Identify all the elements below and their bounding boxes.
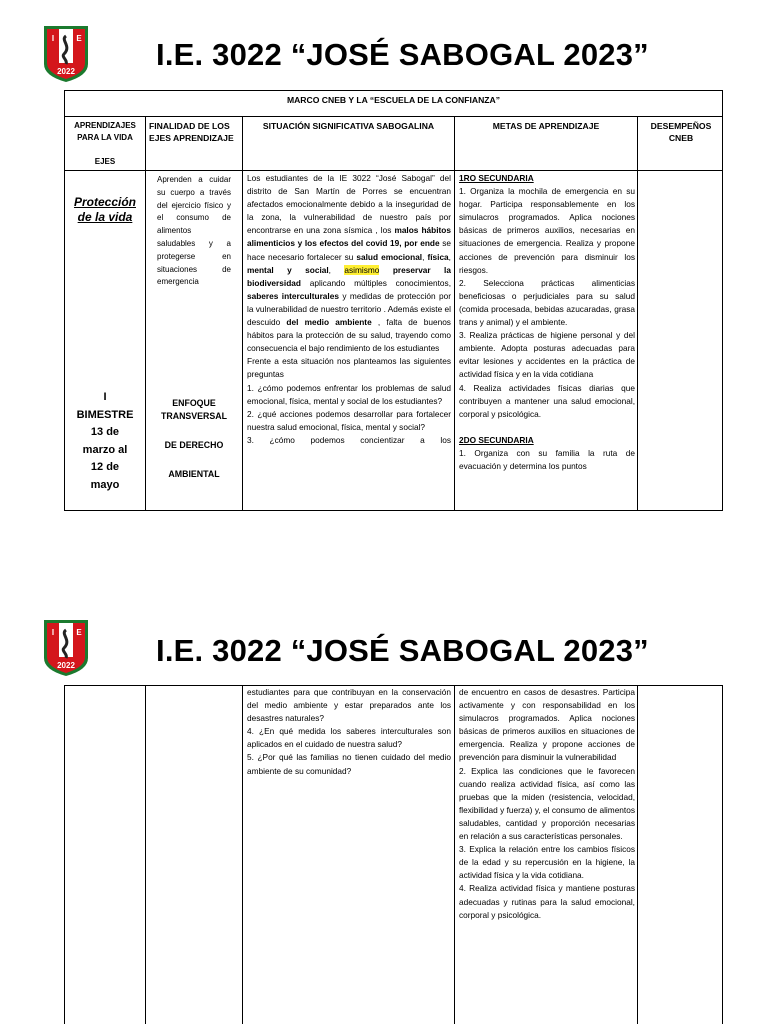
metas-continued	[459, 686, 635, 922]
situacion-intro: Frente a esta situación nos planteamos las siguientes preguntas	[247, 356, 451, 380]
finalidad-text: Aprenden a cuidar su cuerpo a través del ejercicio físico y el consumo de alimentos saludables y a protegerse en situaciones de emergencia	[157, 175, 231, 287]
curriculum-table	[64, 90, 723, 511]
page-title: I.E. 3022 “JOSÉ SABOGAL 2023”	[156, 633, 649, 668]
metas-aprendizaje	[459, 172, 635, 510]
row-divider	[65, 170, 722, 171]
page-2	[0, 600, 768, 1024]
question-1: 1. ¿cómo podemos enfrentar los problemas de salud emocional, física, mental y social de los estudiantes?	[247, 382, 451, 406]
svg-text:E: E	[76, 34, 82, 43]
svg-text:2022: 2022	[57, 661, 75, 670]
enfoque-transversal: ENFOQUE TRANSVERSAL DE DERECHO AMBIENTAL	[161, 398, 227, 479]
svg-text:2022: 2022	[57, 67, 75, 76]
question-3: 3. ¿cómo podemos concientizar a los	[247, 434, 451, 445]
meta-item: 1. Organiza la mochila de emergencia en su hogar. Participa responsablemente en los simulacros programados. Aplica nociones básicas de primeros auxilios, necesarias en situaciones de emergencia. Realiza y propone acciones de prevención para disminuir los riesgos.	[459, 186, 635, 275]
col-divider	[454, 116, 455, 510]
page-title: I.E. 3022 “JOSÉ SABOGAL 2023”	[156, 37, 649, 72]
meta-item: 3. Explica la relación entre los cambios físicos de la edad y su repercusión en la higiene, la actividad física y la vida cotidiana.	[459, 844, 635, 881]
col-divider	[454, 686, 455, 1024]
question-5: 5. ¿Por qué las familias no tienen cuidado del medio ambiente de su comunidad?	[247, 752, 451, 776]
curriculum-table-continued	[64, 685, 723, 1024]
svg-text:I: I	[51, 628, 55, 637]
eje-proteccion: Protección de la vida	[73, 195, 136, 224]
col-divider	[637, 686, 638, 1024]
svg-text:I: I	[51, 34, 55, 43]
svg-text:E: E	[76, 628, 82, 637]
question-4: 4. ¿En qué medida los saberes interculturales son aplicados en el cuidado de nuestra salud?	[247, 726, 451, 750]
grade-heading-2do: 2DO SECUNDARIA	[459, 434, 534, 445]
col-divider	[242, 116, 243, 510]
column-header-situacion: SITUACIÓN SIGNIFICATIVA SABOGALINA	[262, 121, 435, 131]
col-divider	[242, 686, 243, 1024]
meta-item: 4. Realiza actividades físicas diarias que contribuyen a mantener una salud emocional, corporal y psicológica.	[459, 382, 635, 419]
ejes-label: EJES	[94, 157, 116, 166]
table-caption: MARCO CNEB Y LA “ESCUELA DE LA CONFIANZA”	[286, 95, 501, 105]
col-divider	[637, 116, 638, 510]
situacion-paragraph: Los estudiantes de la IE 3022 “José Sabogal” del distrito de San Martín de Porres se encuentran afectados emocionalmente debido a la inseguridad de la zona, la vulnerabilidad de nuestro país por encontrarse en una zona sísmica , los malos hábitos alimenticios y los efectos del covid 19, por ende se hace necesario fortalecer su salud emocional, física, mental y social, asimismo preservar la biodiversidad aplicando múltiples conocimientos, saberes interculturales y medidas de protección por la vulnerabilidad de nuestro territorio . Además existe el descuido del medio ambiente , falta de buenos hábitos para la protección de su salud, trayendo como consecuencia el bajo rendimiento de los estudiantes	[247, 173, 451, 354]
question-2: 2. ¿qué acciones podemos desarrollar para fortalecer nuestra salud emocional, física, mental y social?	[247, 408, 451, 432]
column-header-metas: METAS DE APRENDIZAJE	[492, 121, 600, 131]
meta-item: 4. Realiza actividad física y mantiene posturas adecuadas y rutinas para la salud emocional, corporal y psicológica.	[459, 883, 635, 920]
school-logo	[42, 24, 90, 84]
bimestre-dates: I BIMESTRE 13 de marzo al 12 de mayo	[76, 391, 134, 491]
meta-item: 1. Organiza con su familia la ruta de evacuación y determina los puntos	[459, 447, 635, 471]
meta-item: 2. Explica las condiciones que le favorecen cuando realiza actividad física, así como las pruebas que la miden (resistencia, velocidad, flexibilidad y fuerza) y, el consumo de alimentos saludables, cantidad y proporción necesarias en relación a sus características personales.	[459, 765, 635, 842]
situacion-continued	[247, 686, 451, 778]
column-header-finalidad: FINALIDAD DE LOS EJES APRENDIZAJE	[149, 121, 234, 143]
question-3-continued: estudiantes para que contribuyan en la conservación del medio ambiente y estar preparados ante los desastres naturales?	[247, 687, 451, 724]
row-divider	[65, 116, 722, 117]
school-logo	[42, 618, 90, 678]
situacion-significativa	[247, 172, 451, 510]
column-header-aprendizajes: APRENDIZAJES PARA LA VIDA EJES	[74, 121, 136, 166]
column-header-desempenos: DESEMPEÑOS CNEB	[650, 121, 712, 143]
col-divider	[145, 686, 146, 1024]
col-divider	[145, 116, 146, 510]
grade-heading-1ro: 1RO SECUNDARIA	[459, 173, 534, 183]
meta-item: de encuentro en casos de desastres. Participa activamente y con responsabilidad en los simulacros programados. Aplica nociones básicas de primeros auxilios en situaciones de emergencia. Realiza y propone acciones de prevención para disminuir la vulnerabilidad	[459, 687, 635, 763]
meta-item: 3. Realiza prácticas de higiene personal y del ambiente. Adopta posturas adecuadas para evitar lesiones y accidentes en la práctica de actividad física y en la vida cotidiana	[459, 330, 635, 380]
meta-item: 2. Selecciona prácticas alimenticias beneficiosas o perjudiciales para su salud (comida procesada, bebidas azucaradas, grasa trans y animal) y el ambiente.	[459, 277, 635, 328]
